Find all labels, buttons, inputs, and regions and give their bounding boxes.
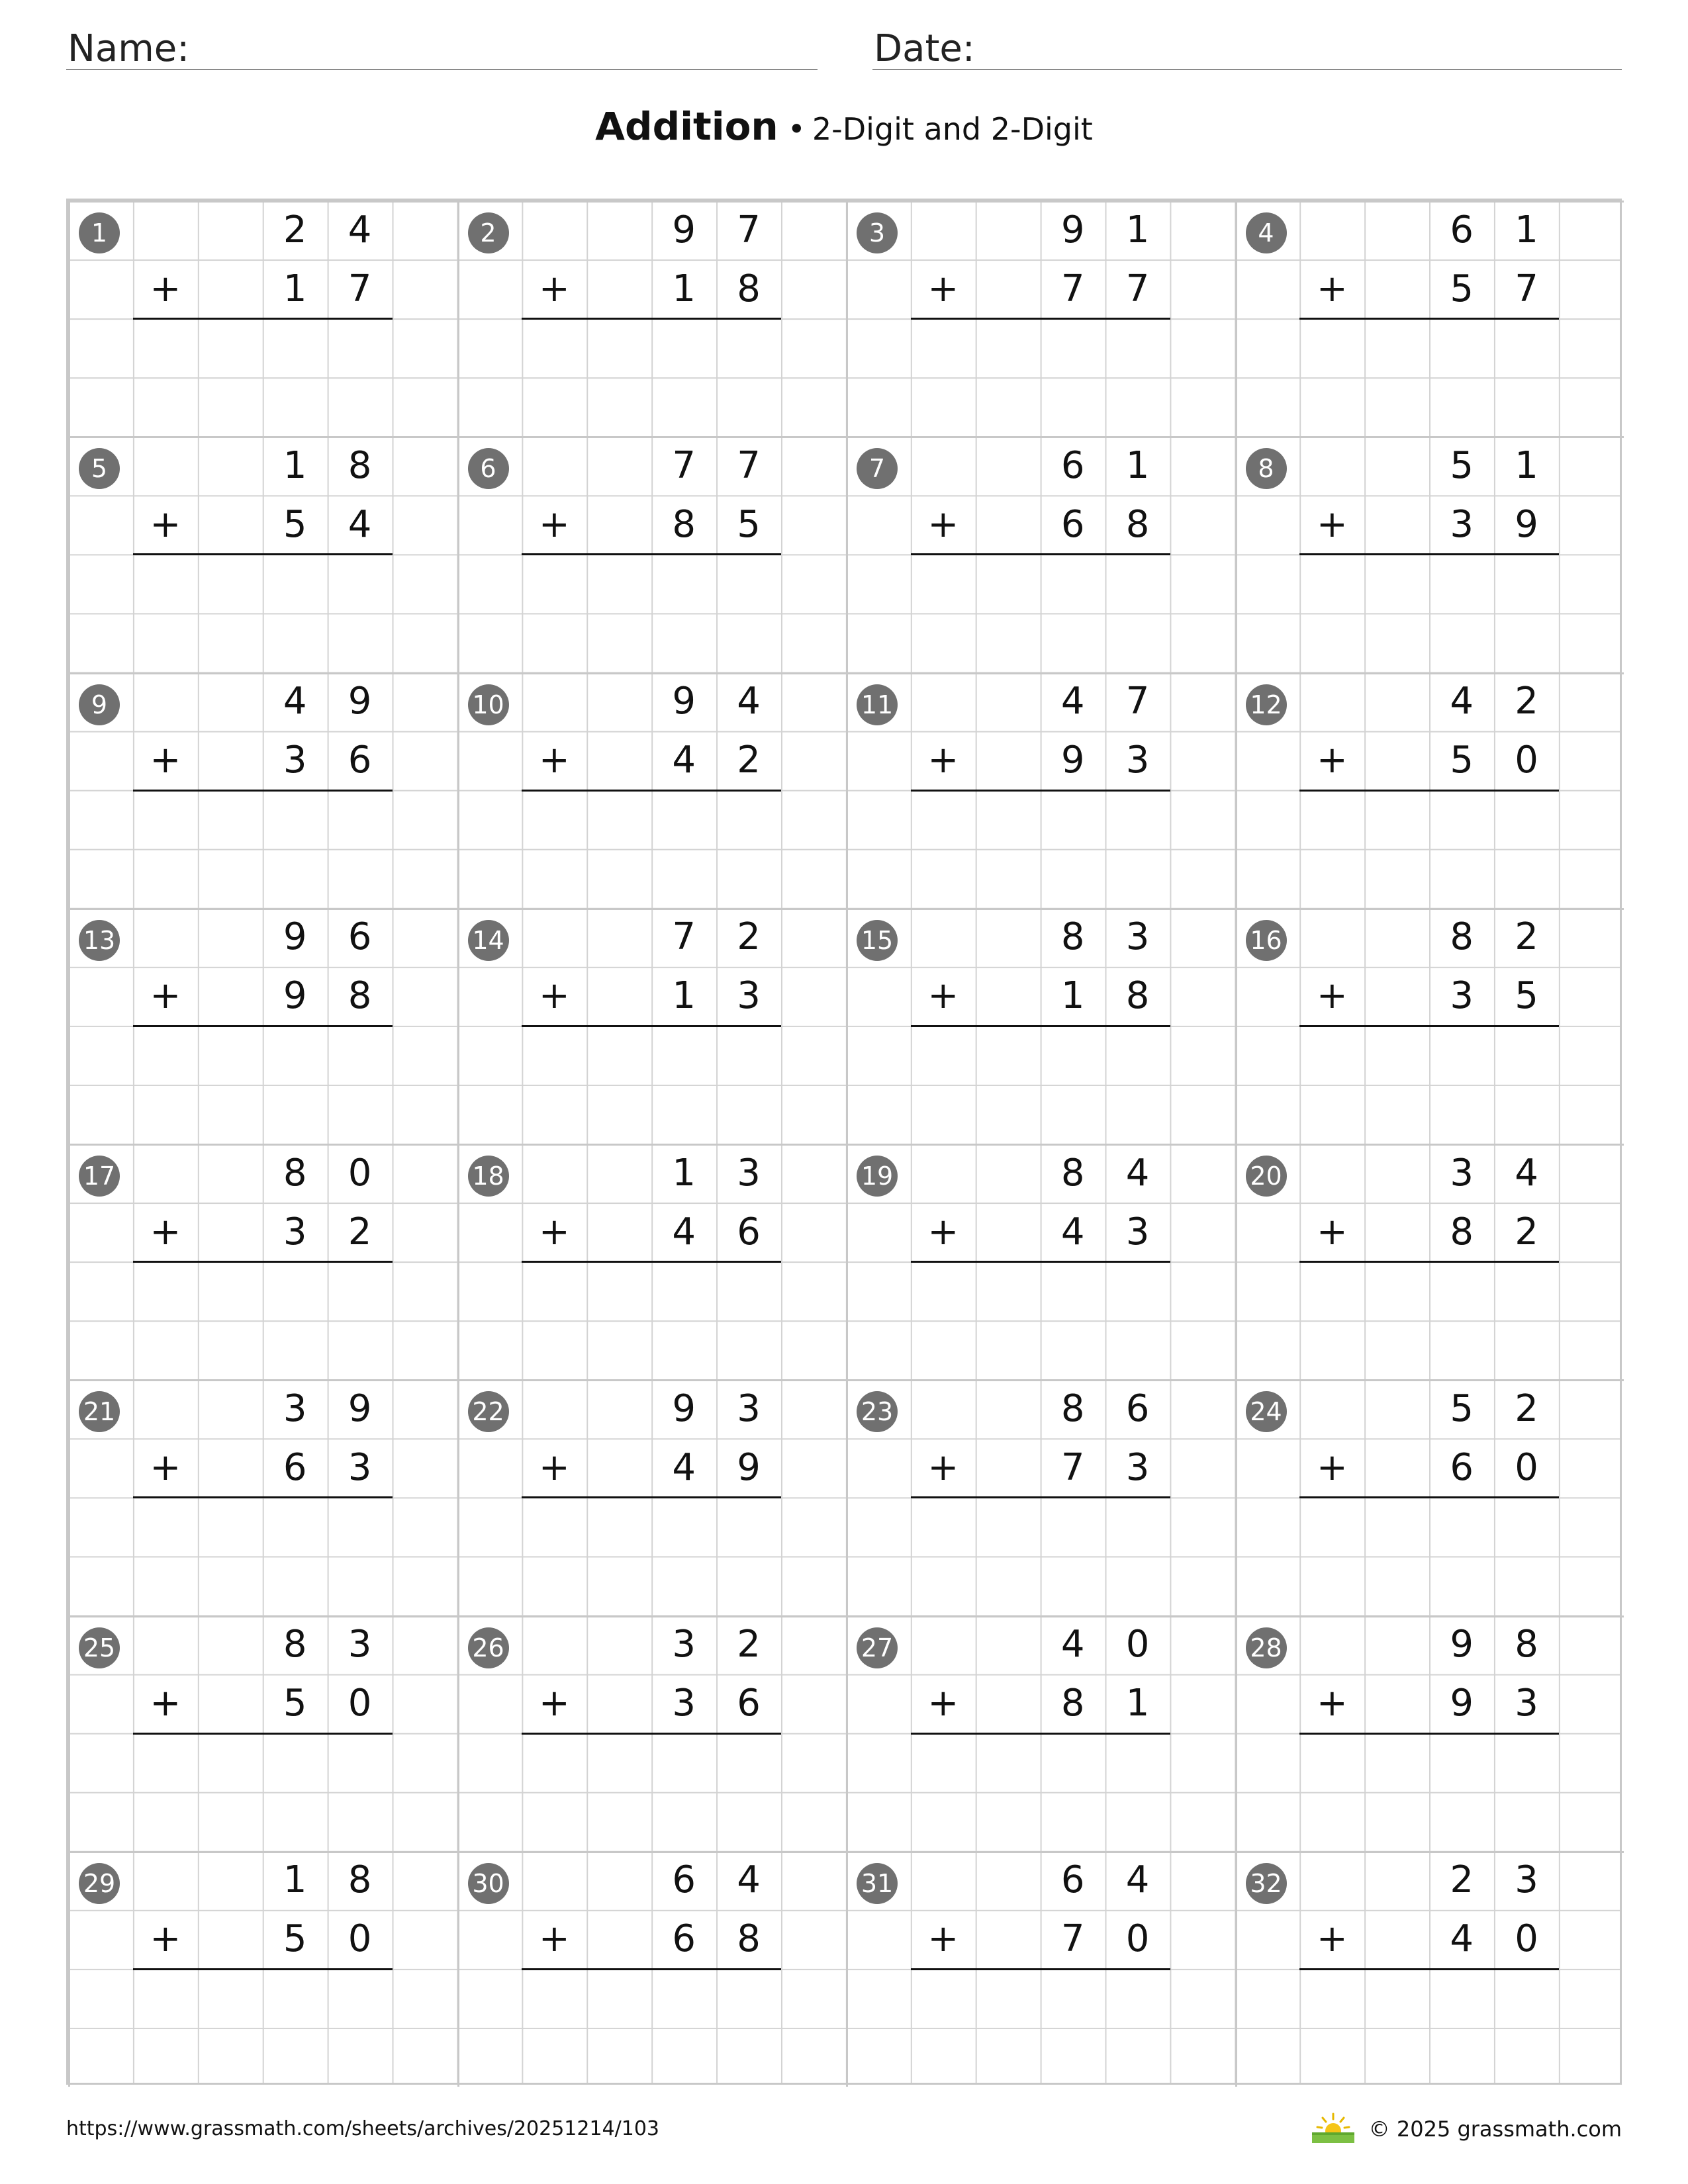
answer-area[interactable] [911, 554, 1170, 672]
plus-operator: + [1316, 974, 1348, 1018]
answer-area[interactable] [522, 1733, 781, 1851]
problem-7 [846, 436, 1235, 672]
bottom-digit: 6 [737, 1682, 761, 1725]
top-digit: 1 [1515, 443, 1538, 487]
bottom-digit: 6 [737, 1210, 761, 1253]
top-digit: 3 [348, 1623, 372, 1666]
problem-number-badge: 31 [857, 1863, 898, 1904]
problem-28 [1235, 1615, 1624, 1851]
plus-operator: + [538, 1917, 570, 1961]
answer-area[interactable] [911, 790, 1170, 908]
worksheet-title [0, 104, 1688, 149]
top-digit: 1 [283, 1858, 307, 1902]
top-digit: 8 [1060, 1387, 1085, 1430]
top-digit: 7 [672, 443, 696, 487]
footer-brand [1309, 2113, 1622, 2146]
plus-operator: + [1316, 739, 1348, 782]
bottom-digit: 2 [737, 739, 761, 782]
problem-number-badge: 30 [468, 1863, 509, 1904]
plus-operator: + [150, 974, 181, 1018]
problem-4 [1235, 201, 1624, 436]
bottom-digit: 1 [672, 267, 696, 310]
problem-number-badge: 25 [79, 1627, 120, 1668]
bottom-digit: 3 [348, 1445, 372, 1489]
top-digit: 2 [1515, 915, 1538, 959]
answer-area[interactable] [1299, 790, 1559, 908]
bottom-digit: 6 [1060, 502, 1085, 546]
plus-operator: + [1316, 1445, 1348, 1489]
problem-number-badge: 6 [468, 448, 509, 489]
plus-operator: + [150, 1210, 181, 1253]
bottom-digit: 5 [1515, 974, 1538, 1018]
plus-operator: + [1316, 1682, 1348, 1725]
top-digit: 6 [1060, 1858, 1085, 1902]
plus-operator: + [927, 267, 959, 310]
top-digit: 3 [1125, 915, 1150, 959]
top-digit: 6 [348, 915, 372, 959]
top-digit: 9 [1060, 208, 1085, 251]
answer-area[interactable] [911, 1497, 1170, 1615]
problem-number-badge: 10 [468, 684, 509, 725]
bottom-digit: 1 [1060, 974, 1085, 1018]
problem-number-badge: 12 [1246, 684, 1287, 725]
plus-operator: + [927, 1210, 959, 1253]
bottom-digit: 5 [283, 502, 307, 546]
problem-number-badge: 7 [857, 448, 898, 489]
top-digit: 9 [672, 208, 696, 251]
top-digit: 9 [672, 680, 696, 723]
answer-area[interactable] [133, 1261, 393, 1379]
top-digit: 7 [737, 443, 761, 487]
problem-number-badge: 19 [857, 1156, 898, 1197]
top-digit: 4 [1125, 1151, 1150, 1195]
plus-operator: + [150, 1445, 181, 1489]
bottom-digit: 4 [672, 739, 696, 782]
bottom-digit: 3 [1125, 1210, 1150, 1253]
bottom-digit: 7 [348, 267, 372, 310]
top-digit: 3 [737, 1151, 761, 1195]
problem-number-badge: 32 [1246, 1863, 1287, 1904]
plus-operator: + [538, 974, 570, 1018]
top-digit: 6 [1060, 443, 1085, 487]
bottom-digit: 7 [1060, 1445, 1085, 1489]
problem-3 [846, 201, 1235, 436]
top-digit: 8 [348, 1858, 372, 1902]
answer-area[interactable] [911, 1969, 1170, 2087]
top-digit: 0 [348, 1151, 372, 1195]
plus-operator: + [538, 1682, 570, 1725]
top-digit: 2 [1515, 680, 1538, 723]
bottom-digit: 5 [737, 502, 761, 546]
bottom-digit: 6 [672, 1917, 696, 1961]
problem-number-badge: 8 [1246, 448, 1287, 489]
answer-area[interactable] [911, 1261, 1170, 1379]
problem-12 [1235, 672, 1624, 908]
bottom-digit: 4 [672, 1445, 696, 1489]
answer-area[interactable] [1299, 554, 1559, 672]
problem-27 [846, 1615, 1235, 1851]
problem-11 [846, 672, 1235, 908]
top-digit: 8 [1450, 915, 1474, 959]
top-digit: 1 [283, 443, 307, 487]
problem-29 [68, 1851, 457, 2087]
plus-operator: + [150, 739, 181, 782]
problem-8 [1235, 436, 1624, 672]
plus-operator: + [1316, 267, 1348, 310]
bottom-digit: 0 [348, 1917, 372, 1961]
problem-1 [68, 201, 457, 436]
plus-operator: + [1316, 1210, 1348, 1253]
problem-number-badge: 13 [79, 920, 120, 961]
top-digit: 4 [737, 680, 761, 723]
plus-operator: + [927, 502, 959, 546]
bottom-digit: 7 [1060, 1917, 1085, 1961]
problem-24 [1235, 1379, 1624, 1615]
problem-21 [68, 1379, 457, 1615]
bottom-digit: 5 [283, 1682, 307, 1725]
problem-number-badge: 22 [468, 1391, 509, 1432]
top-digit: 9 [348, 1387, 372, 1430]
problem-6 [457, 436, 847, 672]
top-digit: 7 [1125, 680, 1150, 723]
answer-area[interactable] [522, 1497, 781, 1615]
problem-number-badge: 26 [468, 1627, 509, 1668]
date-field[interactable] [872, 25, 1622, 70]
top-digit: 1 [1125, 443, 1150, 487]
bottom-digit: 2 [348, 1210, 372, 1253]
top-digit: 8 [348, 443, 372, 487]
bottom-digit: 8 [1060, 1682, 1085, 1725]
answer-area[interactable] [911, 1026, 1170, 1144]
top-digit: 4 [283, 680, 307, 723]
problem-number-badge: 23 [857, 1391, 898, 1432]
bottom-digit: 3 [1450, 974, 1474, 1018]
problem-number-badge: 16 [1246, 920, 1287, 961]
problem-number-badge: 20 [1246, 1156, 1287, 1197]
top-digit: 6 [672, 1858, 696, 1902]
top-digit: 4 [737, 1858, 761, 1902]
plus-operator: + [1316, 1917, 1348, 1961]
top-digit: 5 [1450, 443, 1474, 487]
top-digit: 3 [737, 1387, 761, 1430]
plus-operator: + [150, 1917, 181, 1961]
bottom-digit: 1 [283, 267, 307, 310]
footer-url: https://www.grassmath.com/sheets/archives/20251214/103 [66, 2117, 660, 2140]
top-digit: 3 [672, 1623, 696, 1666]
bottom-digit: 5 [1450, 739, 1474, 782]
problem-15 [846, 908, 1235, 1144]
top-digit: 2 [737, 1623, 761, 1666]
problem-20 [1235, 1144, 1624, 1379]
bottom-digit: 4 [1060, 1210, 1085, 1253]
plus-operator: + [538, 1445, 570, 1489]
bottom-digit: 1 [1125, 1682, 1150, 1725]
bottom-digit: 7 [1125, 267, 1150, 310]
problem-31 [846, 1851, 1235, 2087]
answer-area[interactable] [1299, 1026, 1559, 1144]
top-digit: 2 [1515, 1387, 1538, 1430]
bottom-digit: 9 [1060, 739, 1085, 782]
problem-number-badge: 11 [857, 684, 898, 725]
answer-area[interactable] [1299, 1969, 1559, 2087]
answer-area[interactable] [1299, 1261, 1559, 1379]
bottom-digit: 9 [283, 974, 307, 1018]
bottom-digit: 8 [1125, 974, 1150, 1018]
plus-operator: + [927, 1445, 959, 1489]
problem-30 [457, 1851, 847, 2087]
bottom-digit: 3 [1125, 739, 1150, 782]
bottom-digit: 4 [672, 1210, 696, 1253]
top-digit: 8 [283, 1623, 307, 1666]
top-digit: 9 [1450, 1623, 1474, 1666]
bottom-digit: 3 [1450, 502, 1474, 546]
answer-area[interactable] [133, 1733, 393, 1851]
top-digit: 7 [737, 208, 761, 251]
plus-operator: + [150, 1682, 181, 1725]
bottom-digit: 0 [1515, 739, 1538, 782]
answer-area[interactable] [1299, 1497, 1559, 1615]
top-digit: 9 [348, 680, 372, 723]
bottom-digit: 4 [348, 502, 372, 546]
problem-5 [68, 436, 457, 672]
top-digit: 4 [1060, 680, 1085, 723]
problem-19 [846, 1144, 1235, 1379]
bottom-digit: 3 [737, 974, 761, 1018]
bottom-digit: 3 [283, 739, 307, 782]
bottom-digit: 1 [672, 974, 696, 1018]
problem-number-badge: 3 [857, 212, 898, 253]
top-digit: 2 [283, 208, 307, 251]
top-digit: 8 [283, 1151, 307, 1195]
bottom-digit: 8 [1450, 1210, 1474, 1253]
footer-copyright: © 2025 grassmath.com [1368, 2116, 1622, 2142]
top-digit: 6 [1125, 1387, 1150, 1430]
problem-14 [457, 908, 847, 1144]
top-digit: 8 [1515, 1623, 1538, 1666]
top-digit: 9 [672, 1387, 696, 1430]
title-main: Addition [595, 104, 778, 149]
problem-13 [68, 908, 457, 1144]
bottom-digit: 8 [348, 974, 372, 1018]
name-label: Name: [68, 27, 190, 70]
top-digit: 4 [1060, 1623, 1085, 1666]
bottom-digit: 2 [1515, 1210, 1538, 1253]
bottom-digit: 9 [1450, 1682, 1474, 1725]
problem-number-badge: 5 [79, 448, 120, 489]
bottom-digit: 7 [1060, 267, 1085, 310]
top-digit: 6 [1450, 208, 1474, 251]
plus-operator: + [927, 1917, 959, 1961]
bottom-digit: 9 [737, 1445, 761, 1489]
problem-number-badge: 21 [79, 1391, 120, 1432]
answer-area[interactable] [133, 554, 393, 672]
plus-operator: + [150, 502, 181, 546]
date-label: Date: [874, 27, 975, 70]
top-digit: 7 [672, 915, 696, 959]
top-digit: 8 [1060, 1151, 1085, 1195]
problem-number-badge: 2 [468, 212, 509, 253]
plus-operator: + [1316, 502, 1348, 546]
top-digit: 3 [283, 1387, 307, 1430]
problem-number-badge: 17 [79, 1156, 120, 1197]
answer-area[interactable] [911, 1733, 1170, 1851]
top-digit: 0 [1125, 1623, 1150, 1666]
bottom-digit: 8 [737, 1917, 761, 1961]
top-digit: 4 [1450, 680, 1474, 723]
answer-area[interactable] [522, 790, 781, 908]
problem-number-badge: 29 [79, 1863, 120, 1904]
bottom-digit: 4 [1450, 1917, 1474, 1961]
top-digit: 4 [348, 208, 372, 251]
plus-operator: + [150, 267, 181, 310]
answer-area[interactable] [522, 1261, 781, 1379]
answer-area[interactable] [1299, 1733, 1559, 1851]
problem-grid [66, 199, 1622, 2085]
top-digit: 3 [1450, 1151, 1474, 1195]
plus-operator: + [538, 502, 570, 546]
top-digit: 4 [1125, 1858, 1150, 1902]
answer-area[interactable] [522, 1969, 781, 2087]
top-digit: 4 [1515, 1151, 1538, 1195]
plus-operator: + [927, 974, 959, 1018]
answer-area[interactable] [133, 1497, 393, 1615]
problem-number-badge: 9 [79, 684, 120, 725]
top-digit: 8 [1060, 915, 1085, 959]
bottom-digit: 8 [672, 502, 696, 546]
title-subtitle: 2-Digit and 2-Digit [812, 111, 1093, 147]
answer-area[interactable] [133, 1026, 393, 1144]
problem-23 [846, 1379, 1235, 1615]
bottom-digit: 5 [283, 1917, 307, 1961]
answer-area[interactable] [911, 318, 1170, 436]
answer-area[interactable] [522, 318, 781, 436]
bottom-digit: 3 [1515, 1682, 1538, 1725]
problem-22 [457, 1379, 847, 1615]
bottom-digit: 0 [1515, 1917, 1538, 1961]
plus-operator: + [927, 1682, 959, 1725]
problem-number-badge: 15 [857, 920, 898, 961]
bottom-digit: 7 [1515, 267, 1538, 310]
bottom-digit: 8 [737, 267, 761, 310]
plus-operator: + [927, 739, 959, 782]
top-digit: 1 [672, 1151, 696, 1195]
bottom-digit: 3 [672, 1682, 696, 1725]
answer-area[interactable] [1299, 318, 1559, 436]
problem-number-badge: 18 [468, 1156, 509, 1197]
bottom-digit: 8 [1125, 502, 1150, 546]
bottom-digit: 6 [348, 739, 372, 782]
bottom-digit: 0 [348, 1682, 372, 1725]
problem-number-badge: 24 [1246, 1391, 1287, 1432]
problem-26 [457, 1615, 847, 1851]
problem-number-badge: 4 [1246, 212, 1287, 253]
bottom-digit: 9 [1515, 502, 1538, 546]
problem-32 [1235, 1851, 1624, 2087]
bottom-digit: 3 [1125, 1445, 1150, 1489]
title-separator: • [787, 111, 806, 147]
top-digit: 3 [1515, 1858, 1538, 1902]
problem-25 [68, 1615, 457, 1851]
bottom-digit: 6 [1450, 1445, 1474, 1489]
top-digit: 2 [737, 915, 761, 959]
top-digit: 2 [1450, 1858, 1474, 1902]
top-digit: 1 [1515, 208, 1538, 251]
problem-17 [68, 1144, 457, 1379]
top-digit: 5 [1450, 1387, 1474, 1430]
problem-18 [457, 1144, 847, 1379]
plus-operator: + [538, 1210, 570, 1253]
bottom-digit: 0 [1515, 1445, 1538, 1489]
bottom-digit: 5 [1450, 267, 1474, 310]
plus-operator: + [538, 267, 570, 310]
problem-2 [457, 201, 847, 436]
plus-operator: + [538, 739, 570, 782]
problem-10 [457, 672, 847, 908]
problem-number-badge: 28 [1246, 1627, 1287, 1668]
answer-area[interactable] [522, 554, 781, 672]
answer-area[interactable] [133, 318, 393, 436]
bottom-digit: 0 [1125, 1917, 1150, 1961]
bottom-digit: 6 [283, 1445, 307, 1489]
answer-area[interactable] [133, 1969, 393, 2087]
answer-area[interactable] [522, 1026, 781, 1144]
problem-16 [1235, 908, 1624, 1144]
bottom-digit: 3 [283, 1210, 307, 1253]
answer-area[interactable] [133, 790, 393, 908]
problem-number-badge: 1 [79, 212, 120, 253]
problem-9 [68, 672, 457, 908]
top-digit: 1 [1125, 208, 1150, 251]
problem-number-badge: 14 [468, 920, 509, 961]
problem-number-badge: 27 [857, 1627, 898, 1668]
name-field[interactable] [66, 25, 818, 70]
top-digit: 9 [283, 915, 307, 959]
sun-over-grass-icon [1309, 2111, 1357, 2147]
